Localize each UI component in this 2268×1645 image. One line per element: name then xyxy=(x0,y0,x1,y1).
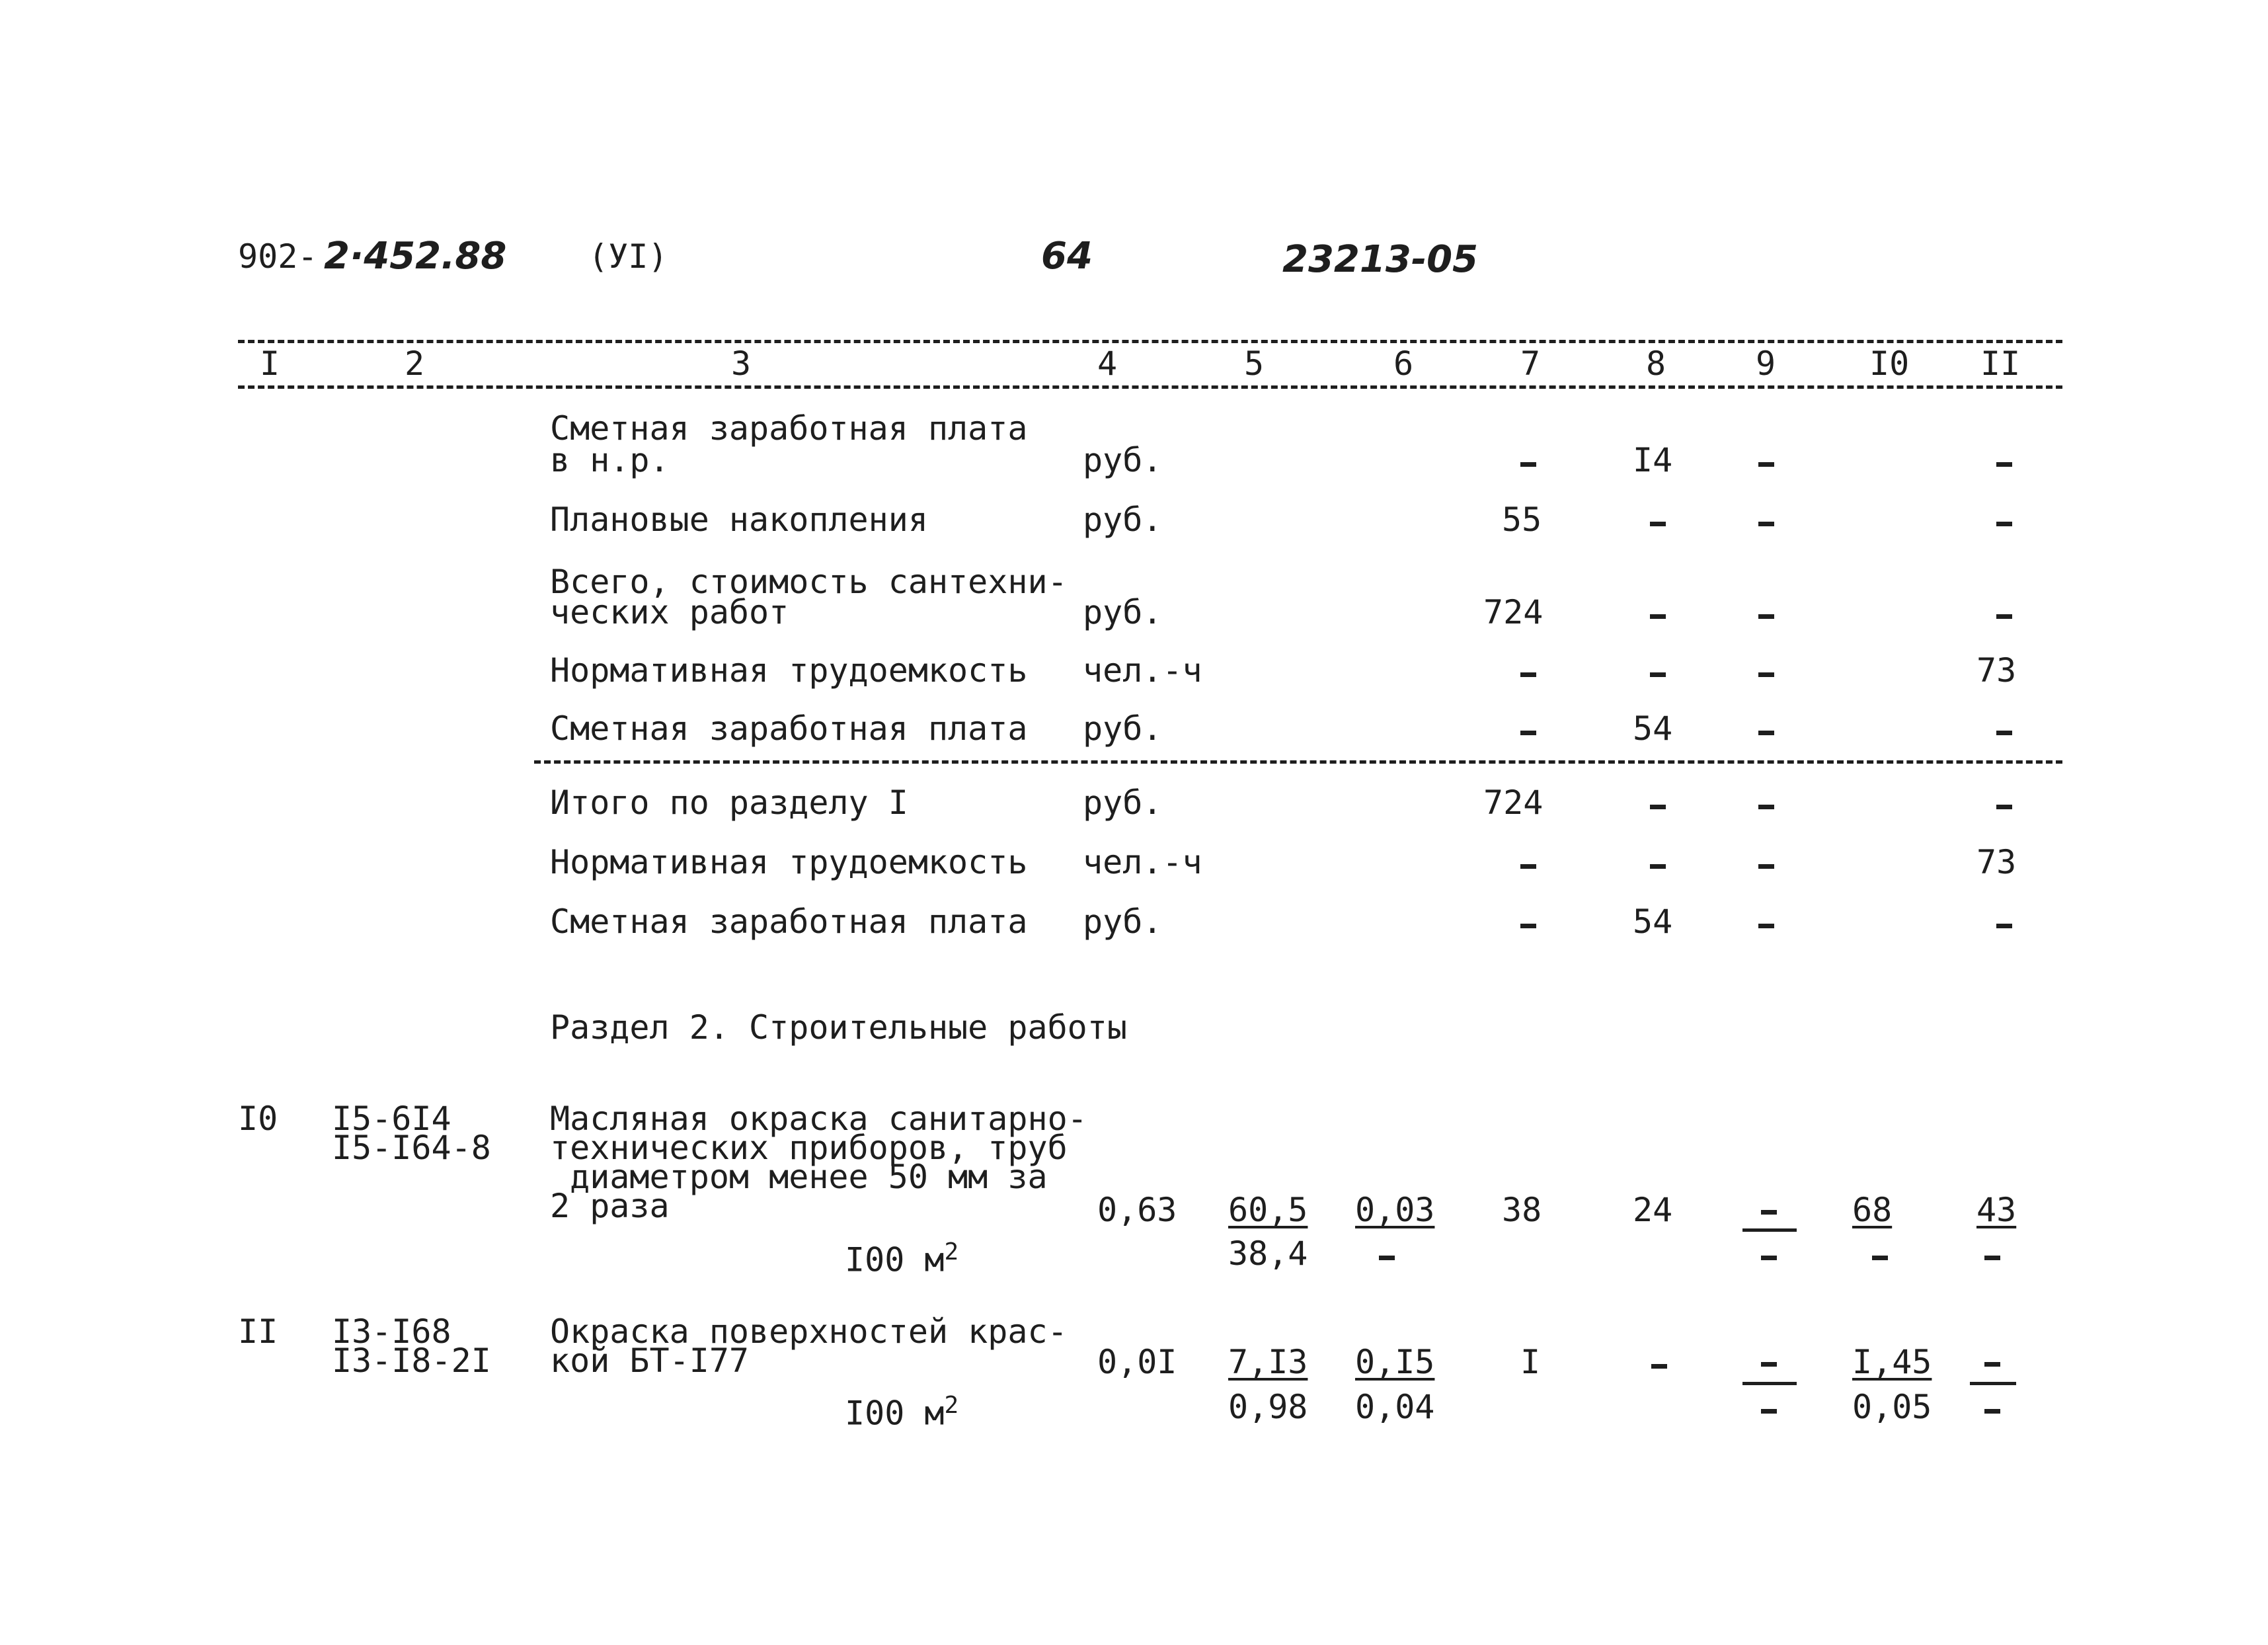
item11-c6-top: 0,I5 xyxy=(1355,1343,1435,1381)
page-number: 64 xyxy=(1041,235,1093,278)
col-num-6: 6 xyxy=(1393,344,1414,383)
item11-desc-1: Окраска поверхностей крас- xyxy=(550,1312,1068,1351)
row-planned-savings-name: Плановые накопления xyxy=(550,501,928,539)
total-labor-unit: чел.-ч xyxy=(1083,843,1202,881)
item10-c7: 38 xyxy=(1502,1191,1542,1229)
item10-code-1: I5-6I4 xyxy=(332,1100,451,1138)
item11-c10-bottom: 0,05 xyxy=(1852,1388,1932,1426)
dash-mark xyxy=(1984,1256,2000,1260)
row-total-plumbing-name-2: ческих работ xyxy=(550,593,789,631)
col-num-9: 9 xyxy=(1756,344,1776,383)
item10-unit-sup: 2 xyxy=(944,1238,959,1265)
row-wage-overhead-name-1: Сметная заработная плата xyxy=(550,409,1028,448)
dash-mark xyxy=(1761,1362,1777,1367)
dash-mark xyxy=(1520,731,1536,735)
col-num-3: 3 xyxy=(731,344,752,383)
dash-mark xyxy=(1761,1210,1777,1215)
dash-mark xyxy=(1872,1256,1888,1260)
fraction-bar xyxy=(1742,1382,1797,1385)
row-planned-savings-unit: руб. xyxy=(1083,501,1163,539)
dash-mark xyxy=(1758,462,1774,467)
row-wage-overhead-c8: I4 xyxy=(1633,441,1673,479)
item11-c5-top: 7,I3 xyxy=(1228,1343,1308,1381)
dash-mark xyxy=(1758,864,1774,869)
total-wage-name: Сметная заработная плата xyxy=(550,903,1028,941)
dash-mark xyxy=(1761,1256,1777,1260)
item10-unit-text: I00 м xyxy=(845,1240,945,1279)
section2-title: Раздел 2. Строительные работы xyxy=(550,1008,1127,1047)
item11-code-1: I3-I68 xyxy=(332,1312,451,1351)
total-section1-unit: руб. xyxy=(1083,783,1163,822)
dash-mark xyxy=(1650,672,1666,677)
dash-mark xyxy=(1758,672,1774,677)
dash-mark xyxy=(1758,614,1774,619)
dash-mark xyxy=(1996,462,2012,467)
dash-mark xyxy=(1996,614,2012,619)
row-wage-overhead-name-2: в н.р. xyxy=(550,441,670,479)
dash-mark xyxy=(1984,1362,2000,1367)
dash-mark xyxy=(1996,522,2012,526)
total-section1-c7: 724 xyxy=(1483,783,1544,822)
doc-code: 23213-05 xyxy=(1282,238,1478,281)
item10-c8: 24 xyxy=(1633,1191,1673,1229)
row-wage-name: Сметная заработная плата xyxy=(550,709,1028,748)
dash-mark xyxy=(1758,924,1774,928)
item10-c5-top: 60,5 xyxy=(1228,1191,1308,1229)
doc-number: 2·452.88 xyxy=(324,235,507,278)
album-label: (УI) xyxy=(588,237,668,276)
item11-number: II xyxy=(238,1312,278,1351)
row-wage-c8: 54 xyxy=(1633,709,1673,748)
dash-mark xyxy=(1758,522,1774,526)
item10-qty: 0,63 xyxy=(1097,1191,1177,1229)
dash-mark xyxy=(1650,864,1666,869)
col-num-4: 4 xyxy=(1097,344,1118,383)
col-num-11: II xyxy=(1980,344,2021,383)
dash-mark xyxy=(1761,1409,1777,1414)
item11-c7: I xyxy=(1520,1343,1541,1381)
col-num-10: I0 xyxy=(1869,344,1910,383)
header-rule-bottom xyxy=(238,385,2062,389)
dash-mark xyxy=(1650,614,1666,619)
item11-c5-bottom: 0,98 xyxy=(1228,1388,1308,1426)
fraction-bar xyxy=(1742,1228,1797,1232)
row-total-plumbing-c7: 724 xyxy=(1483,593,1544,631)
total-labor-name: Нормативная трудоемкость xyxy=(550,843,1028,881)
item11-c6-bottom: 0,04 xyxy=(1355,1388,1435,1426)
item10-c10-top: 68 xyxy=(1852,1191,1893,1229)
item11-code-2: I3-I8-2I xyxy=(332,1342,491,1380)
row-labor-name: Нормативная трудоемкость xyxy=(550,651,1028,690)
dash-mark xyxy=(1520,462,1536,467)
fraction-bar xyxy=(1970,1382,2016,1385)
item11-c10-top: I,45 xyxy=(1852,1343,1932,1381)
item10-code-2: I5-I64-8 xyxy=(332,1129,491,1167)
row-wage-unit: руб. xyxy=(1083,709,1163,748)
header-rule-top xyxy=(238,340,2062,343)
row-labor-unit: чел.-ч xyxy=(1083,651,1202,690)
item11-unit-text: I00 м xyxy=(845,1394,945,1433)
item10-desc-1: Масляная окраска санитарно- xyxy=(550,1100,1087,1138)
row-total-plumbing-name-1: Всего, стоимость сантехни- xyxy=(550,563,1068,601)
dash-mark xyxy=(1996,924,2012,928)
item11-unit xyxy=(845,1390,959,1433)
col-num-1: I xyxy=(260,344,280,383)
doc-prefix: 902- xyxy=(238,237,318,276)
item10-c11-top: 43 xyxy=(1976,1191,2017,1229)
col-num-5: 5 xyxy=(1244,344,1265,383)
col-num-2: 2 xyxy=(405,344,425,383)
item10-c6-top: 0,03 xyxy=(1355,1191,1435,1229)
col-num-8: 8 xyxy=(1646,344,1666,383)
totals-rule xyxy=(534,760,2062,764)
item10-desc-2: технических приборов, труб xyxy=(550,1129,1068,1167)
dash-mark xyxy=(1651,1364,1667,1369)
dash-mark xyxy=(1520,864,1536,869)
dash-mark xyxy=(1379,1256,1395,1260)
item10-desc-4: 2 раза xyxy=(550,1187,670,1225)
total-section1-name: Итого по разделу I xyxy=(550,783,908,822)
total-wage-unit: руб. xyxy=(1083,903,1163,941)
col-num-7: 7 xyxy=(1520,344,1541,383)
dash-mark xyxy=(1758,805,1774,809)
dash-mark xyxy=(1650,522,1666,526)
item11-qty: 0,0I xyxy=(1097,1343,1177,1381)
dash-mark xyxy=(1758,731,1774,735)
dash-mark xyxy=(1650,805,1666,809)
item11-unit-sup: 2 xyxy=(944,1392,959,1419)
dash-mark xyxy=(1520,672,1536,677)
item10-number: I0 xyxy=(238,1100,278,1138)
item10-desc-3: диаметром менее 50 мм за xyxy=(550,1158,1048,1196)
row-wage-overhead-unit: руб. xyxy=(1083,441,1163,479)
total-labor-c11: 73 xyxy=(1976,843,2017,881)
dash-mark xyxy=(1996,805,2012,809)
dash-mark xyxy=(1520,924,1536,928)
row-labor-c11: 73 xyxy=(1976,651,2017,690)
dash-mark xyxy=(1984,1409,2000,1414)
total-wage-c8: 54 xyxy=(1633,903,1673,941)
item11-desc-2: кой БТ-I77 xyxy=(550,1342,750,1380)
row-planned-savings-c7: 55 xyxy=(1502,501,1542,539)
row-total-plumbing-unit: руб. xyxy=(1083,593,1163,631)
item10-c5-bottom: 38,4 xyxy=(1228,1234,1308,1273)
item10-unit xyxy=(845,1236,959,1279)
dash-mark xyxy=(1996,731,2012,735)
